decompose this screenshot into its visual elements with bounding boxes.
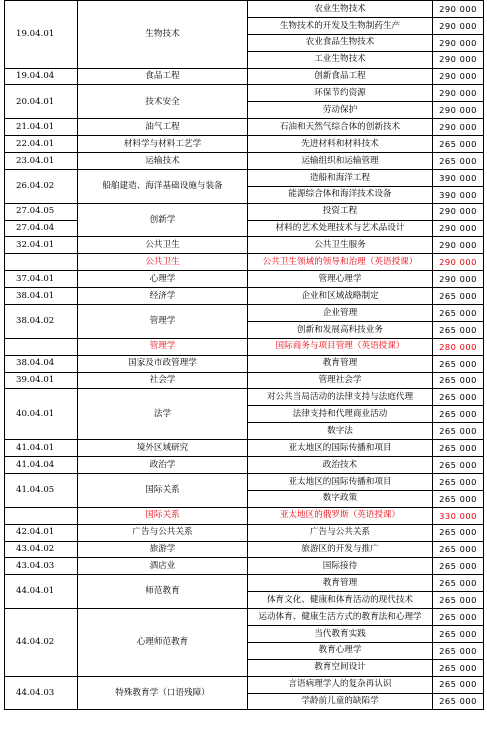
- code-cell: 42.04.01: [5, 524, 78, 541]
- program-cell: 数字法: [248, 423, 433, 440]
- code-cell: 41.04.04: [5, 457, 78, 474]
- table-row: [5, 558, 484, 575]
- table-row: [5, 676, 484, 693]
- price-cell: 265 000: [433, 288, 484, 305]
- program-cell: 当代教育实践: [248, 625, 433, 642]
- field-cell: 运输技术: [78, 153, 248, 170]
- price-cell: 265 000: [433, 490, 484, 507]
- table-row: [5, 203, 484, 220]
- field-cell: 创新学: [78, 203, 248, 237]
- table-row-english: [5, 507, 484, 524]
- table-row: [5, 68, 484, 85]
- price-cell: 290 000: [433, 271, 484, 288]
- field-cell: 法学: [78, 389, 248, 440]
- field-cell: 心理学: [78, 271, 248, 288]
- program-cell: 国际商务与项目管理（英语授课）: [248, 338, 433, 355]
- code-cell: 26.04.02: [5, 169, 78, 203]
- price-cell: 290 000: [433, 1, 484, 18]
- price-cell: 290 000: [433, 203, 484, 220]
- program-cell: 言语病理学人的复杂再认识: [248, 676, 433, 693]
- code-cell: 43.04.03: [5, 558, 78, 575]
- price-cell: 265 000: [433, 423, 484, 440]
- field-cell: 管理学: [78, 338, 248, 355]
- code-cell: [5, 507, 78, 524]
- price-cell: 265 000: [433, 136, 484, 153]
- code-cell: 44.04.03: [5, 676, 78, 710]
- program-cell: 农业食品生物技术: [248, 34, 433, 51]
- program-cell: 企业管理: [248, 305, 433, 322]
- program-cell: 运动体育、健康生活方式的教育法和心理学: [248, 609, 433, 626]
- program-cell: 国际接待: [248, 558, 433, 575]
- code-cell: 27.04.05: [5, 203, 78, 220]
- table-row: [5, 169, 484, 186]
- table-row-english: [5, 338, 484, 355]
- price-cell: 290 000: [433, 34, 484, 51]
- table-row: [5, 609, 484, 626]
- code-cell: 44.04.01: [5, 575, 78, 609]
- price-cell: 290 000: [433, 85, 484, 102]
- code-cell: 41.04.05: [5, 473, 78, 507]
- price-cell: 265 000: [433, 321, 484, 338]
- program-cell: 公共卫生服务: [248, 237, 433, 254]
- program-cell: 投资工程: [248, 203, 433, 220]
- table-row: [5, 305, 484, 322]
- price-cell: 265 000: [433, 524, 484, 541]
- field-cell: 师范教育: [78, 575, 248, 609]
- price-cell: 330 000: [433, 507, 484, 524]
- table-row: [5, 119, 484, 136]
- field-cell: 食品工程: [78, 68, 248, 85]
- code-cell: 40.04.01: [5, 389, 78, 440]
- program-cell: 学龄前儿童的缺陷学: [248, 693, 433, 710]
- price-cell: 265 000: [433, 642, 484, 659]
- price-cell: 265 000: [433, 389, 484, 406]
- price-cell: 290 000: [433, 237, 484, 254]
- field-cell: 公共卫生: [78, 237, 248, 254]
- field-cell: 旅游学: [78, 541, 248, 558]
- code-cell: 37.04.01: [5, 271, 78, 288]
- table-row: [5, 473, 484, 490]
- price-cell: 265 000: [433, 693, 484, 710]
- table-row: [5, 85, 484, 102]
- field-cell: 生物技术: [78, 1, 248, 69]
- program-cell: 劳动保护: [248, 102, 433, 119]
- table-row-english: [5, 254, 484, 271]
- price-cell: 290 000: [433, 17, 484, 34]
- field-cell: 政治学: [78, 457, 248, 474]
- program-cell: 教育心理学: [248, 642, 433, 659]
- code-cell: 19.04.04: [5, 68, 78, 85]
- field-cell: 油气工程: [78, 119, 248, 136]
- table-row: [5, 1, 484, 18]
- code-cell: 39.04.01: [5, 372, 78, 389]
- code-cell: [5, 254, 78, 271]
- price-cell: 265 000: [433, 659, 484, 676]
- table-row: [5, 372, 484, 389]
- price-cell: 265 000: [433, 440, 484, 457]
- field-cell: 经济学: [78, 288, 248, 305]
- field-cell: 社会学: [78, 372, 248, 389]
- price-cell: 265 000: [433, 541, 484, 558]
- code-cell: 27.04.04: [5, 220, 78, 237]
- code-cell: 38.04.02: [5, 305, 78, 339]
- price-cell: 265 000: [433, 457, 484, 474]
- field-cell: 国际关系: [78, 507, 248, 524]
- program-cell: 能源综合体和海洋技术设备: [248, 186, 433, 203]
- program-cell: 石油和天然气综合体的创新技术: [248, 119, 433, 136]
- field-cell: 公共卫生: [78, 254, 248, 271]
- price-cell: 265 000: [433, 406, 484, 423]
- table-row: [5, 457, 484, 474]
- program-cell: 亚太地区的俄罗斯（英语授课）: [248, 507, 433, 524]
- price-cell: 265 000: [433, 575, 484, 592]
- table-row: [5, 153, 484, 170]
- table-row: [5, 288, 484, 305]
- field-cell: 酒店业: [78, 558, 248, 575]
- code-cell: 22.04.01: [5, 136, 78, 153]
- program-cell: 政治技术: [248, 457, 433, 474]
- code-cell: 41.04.01: [5, 440, 78, 457]
- price-cell: 265 000: [433, 676, 484, 693]
- table-row: [5, 355, 484, 372]
- price-cell: 265 000: [433, 355, 484, 372]
- price-cell: 265 000: [433, 558, 484, 575]
- program-cell: 运输组织和运输管理: [248, 153, 433, 170]
- price-cell: 290 000: [433, 254, 484, 271]
- code-cell: 44.04.02: [5, 609, 78, 677]
- price-cell: 290 000: [433, 68, 484, 85]
- table-row: [5, 524, 484, 541]
- tuition-table: [4, 0, 484, 710]
- field-cell: 境外区域研究: [78, 440, 248, 457]
- price-cell: 290 000: [433, 51, 484, 68]
- price-cell: 265 000: [433, 473, 484, 490]
- price-cell: 265 000: [433, 609, 484, 626]
- code-cell: [5, 338, 78, 355]
- price-cell: 265 000: [433, 372, 484, 389]
- price-cell: 280 000: [433, 338, 484, 355]
- program-cell: 创新食品工程: [248, 68, 433, 85]
- table-row: [5, 237, 484, 254]
- price-cell: 290 000: [433, 119, 484, 136]
- price-cell: 265 000: [433, 592, 484, 609]
- program-cell: 管理心理学: [248, 271, 433, 288]
- program-cell: 教育空间设计: [248, 659, 433, 676]
- program-cell: 工业生物技术: [248, 51, 433, 68]
- program-cell: 材料的艺术处理技术与艺术品设计: [248, 220, 433, 237]
- table-row: [5, 136, 484, 153]
- field-cell: 船舶建造、海洋基础设施与装备: [78, 169, 248, 203]
- table-row: [5, 575, 484, 592]
- price-cell: 390 000: [433, 186, 484, 203]
- code-cell: 38.04.04: [5, 355, 78, 372]
- program-cell: 造船和海洋工程: [248, 169, 433, 186]
- program-cell: 对公共当局活动的法律支持与法庭代理: [248, 389, 433, 406]
- code-cell: 38.04.01: [5, 288, 78, 305]
- code-cell: 23.04.01: [5, 153, 78, 170]
- program-cell: 教育管理: [248, 575, 433, 592]
- field-cell: 广告与公共关系: [78, 524, 248, 541]
- program-cell: 教育管理: [248, 355, 433, 372]
- code-cell: 20.04.01: [5, 85, 78, 119]
- program-cell: 管理社会学: [248, 372, 433, 389]
- table-row: [5, 440, 484, 457]
- field-cell: 特殊教育学（口语残障）: [78, 676, 248, 710]
- program-cell: 农业生物技术: [248, 1, 433, 18]
- field-cell: 材料学与材料工艺学: [78, 136, 248, 153]
- field-cell: 国家及市政管理学: [78, 355, 248, 372]
- program-cell: 环保节约资源: [248, 85, 433, 102]
- table-row: [5, 541, 484, 558]
- program-cell: 体育文化、健康和体育活动的现代技术: [248, 592, 433, 609]
- price-cell: 265 000: [433, 305, 484, 322]
- code-cell: 43.04.02: [5, 541, 78, 558]
- code-cell: 32.04.01: [5, 237, 78, 254]
- field-cell: 管理学: [78, 305, 248, 339]
- price-cell: 265 000: [433, 625, 484, 642]
- field-cell: 技术安全: [78, 85, 248, 119]
- program-cell: 旅游区的开发与推广: [248, 541, 433, 558]
- program-cell: 广告与公共关系: [248, 524, 433, 541]
- code-cell: 19.04.01: [5, 1, 78, 69]
- program-cell: 企业和区域战略制定: [248, 288, 433, 305]
- program-cell: 数字政策: [248, 490, 433, 507]
- program-cell: 亚太地区的国际传播和项目: [248, 440, 433, 457]
- program-cell: 先进材料和材料技术: [248, 136, 433, 153]
- program-cell: 亚太地区的国际传播和项目: [248, 473, 433, 490]
- price-cell: 390 000: [433, 169, 484, 186]
- program-cell: 创新和发展高科技业务: [248, 321, 433, 338]
- program-cell: 生物技术的开发及生物制药生产: [248, 17, 433, 34]
- field-cell: 国际关系: [78, 473, 248, 507]
- price-cell: 265 000: [433, 153, 484, 170]
- field-cell: 心理师范教育: [78, 609, 248, 677]
- program-cell: 公共卫生领域的领导和治理（英语授课）: [248, 254, 433, 271]
- code-cell: 21.04.01: [5, 119, 78, 136]
- program-cell: 法律支持和代理商业活动: [248, 406, 433, 423]
- table-row: [5, 271, 484, 288]
- price-cell: 290 000: [433, 102, 484, 119]
- table-row: [5, 389, 484, 406]
- price-cell: 290 000: [433, 220, 484, 237]
